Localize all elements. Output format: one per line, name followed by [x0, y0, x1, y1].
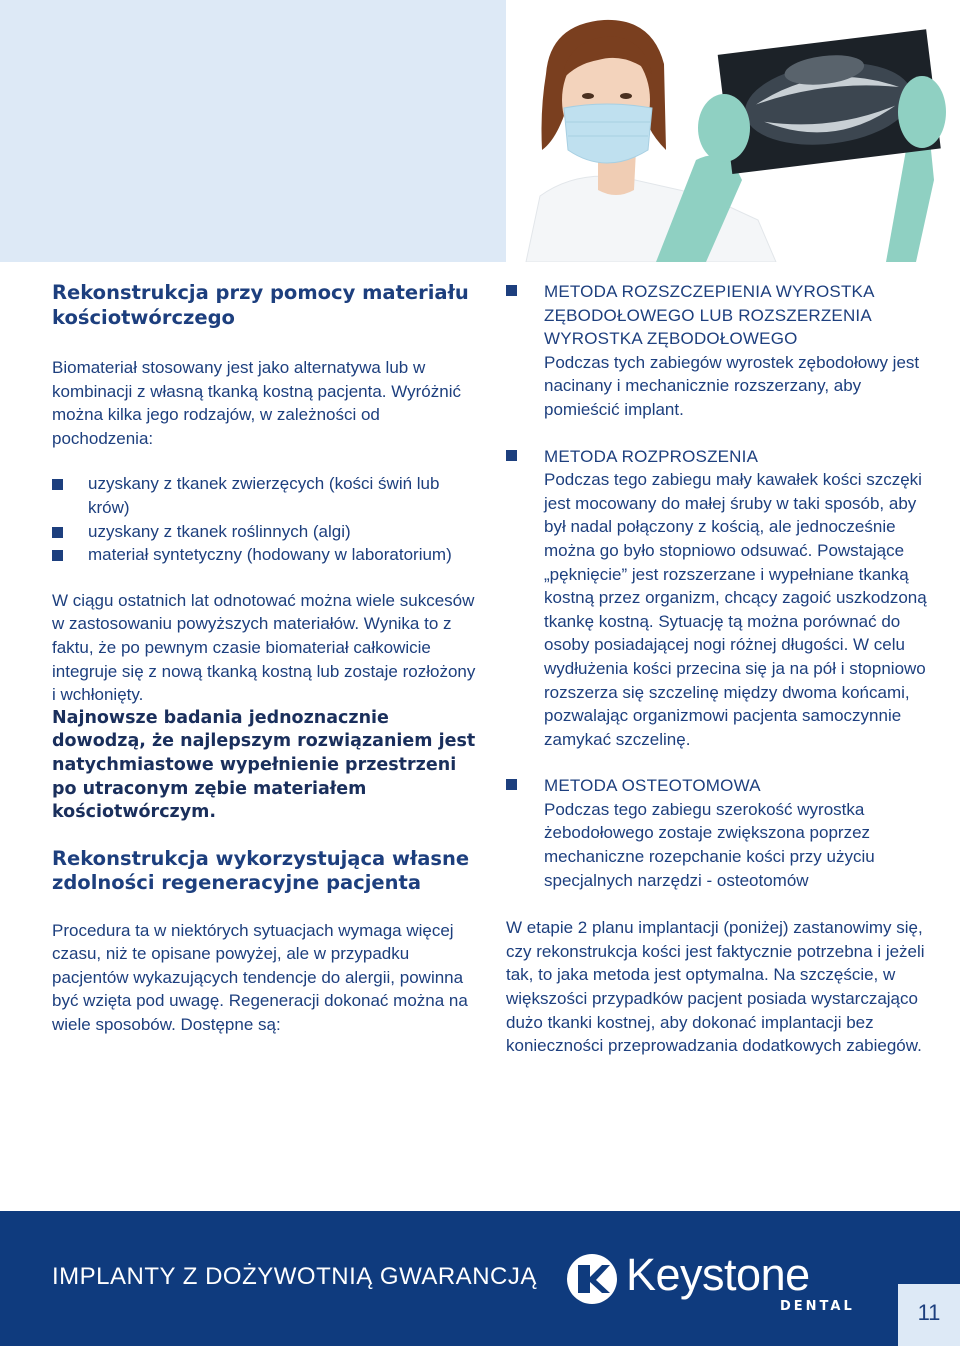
list-item: uzyskany z tkanek roślinnych (algi) [52, 520, 482, 544]
section-heading-regeneration: Rekonstrukcja wykorzystująca własne zdolności regeneracyjne pacjenta [52, 846, 470, 894]
left-column [52, 280, 482, 1037]
emphasis-paragraph: Najnowsze badania jednoznacznie dowodzą, że najlepszym rozwiązaniem jest natychmiastowe wypełnienie przestrzeni po utraconym zębie materiałem kościotwórczym. [52, 707, 476, 823]
page-number: 11 [917, 1300, 941, 1325]
method-description: Podczas tego zabiegu szerokość wyrostka żebodołowego zostaje zwiększona poprzez mechaniczne rozepchanie kości przy użyciu specjalnych narzędzi - osteotomów [544, 799, 875, 890]
method-item [506, 280, 936, 422]
photo-illustration [506, 0, 960, 262]
intro-paragraph: Biomateriał stosowany jest jako alternatywa lub w kombinacji z własną tkanką kostną pacjenta. Wyróżnić można kilka jego rodzajów, w zależności od pochodzenia: [52, 358, 461, 448]
footer-bar [0, 1211, 960, 1346]
origin-list [52, 472, 482, 566]
results-paragraph: W ciągu ostatnich lat odnotować można wiele sukcesów w zastosowaniu powyższych materiałów. Wynika to z faktu, że po pewnym czasie biomateriał całkowicie integruje się z nową tkanką kostną lub zostaje rozłożony i wchłonięty. [52, 590, 476, 705]
method-title: METODA ROZSZCZEPIENIA WYROSTKA ZĘBODOŁOWEGO LUB ROZSZERZENIA WYROSTKA ZĘBODOŁOWEGO [544, 282, 874, 349]
bullet-square-icon [506, 779, 517, 790]
bullet-square-icon [506, 450, 517, 461]
bullet-square-icon [506, 285, 517, 296]
method-item [506, 445, 936, 752]
method-title: METODA ROZPROSZENIA [544, 446, 759, 466]
list-item: uzyskany z tkanek zwierzęcych (kości świń lub krów) [52, 472, 482, 519]
method-description: Podczas tych zabiegów wyrostek zębodołowy jest nacinany i mechanicznie rozszerzany, aby pomieścić implant. [544, 352, 920, 419]
footer-tagline: IMPLANTY Z DOŻYWOTNIĄ GWARANCJĄ [52, 1263, 537, 1290]
right-column [506, 280, 936, 1058]
keystone-logo [566, 1251, 866, 1321]
header-panel [0, 0, 506, 262]
dentist-xray-photo [506, 0, 960, 262]
method-description: Podczas tego zabiegu mały kawałek kości szczęki jest mocowany do małej śruby w taki sposób, aby był nadal połączony z kością, ale jednocześnie można go było stopniowo odsuwać. Powstające „pęknięcie” jest rozszerzane i wypełniane tkanką kostną przez organizm, chcący zagoić uszkodzoną tkankę kostną. Sytuację tą można porównać do osoby posiadającej nogi różnej długości. W celu wydłużenia kości przecina się ja na pół i stopniowo rozszerza się szczelinę między dwoma końcami, pozwalając organizmowi pacjenta samoczynnie zamykać szczelinę. [544, 470, 927, 749]
logo-subtitle: DENTAL [780, 1299, 855, 1314]
section-heading-bone-graft: Rekonstrukcja przy pomocy materiału kościotwórczego [52, 281, 469, 329]
method-item [506, 774, 936, 892]
method-title: METODA OSTEOTOMOWA [544, 776, 761, 796]
page-number-box [898, 1284, 960, 1346]
list-item: materiał syntetyczny (hodowany w laboratorium) [52, 543, 482, 567]
keystone-logo-icon [566, 1253, 618, 1305]
regeneration-paragraph: Procedura ta w niektórych sytuacjach wymaga więcej czasu, niż te opisane powyżej, ale w przypadku pacjentów wykazujących tendencje do alergii, powinna być wzięta pod uwagę. Regeneracji dokonać można na wiele sposobów. Dostępne są: [52, 920, 468, 1035]
closing-paragraph: W etapie 2 planu implantacji (poniżej) zastanowimy się, czy rekonstrukcja kości jest faktycznie potrzebna i jeżeli tak, to jaka metoda jest optymalna. Na szczęście, w większości przypadków pacjent posiada wystarczająco dużo tkanki kostnej, aby dokonać implantacji bez konieczności przeprowadzania dodatkowych zabiegów. [506, 918, 925, 1056]
logo-wordmark: Keystone [626, 1249, 810, 1300]
